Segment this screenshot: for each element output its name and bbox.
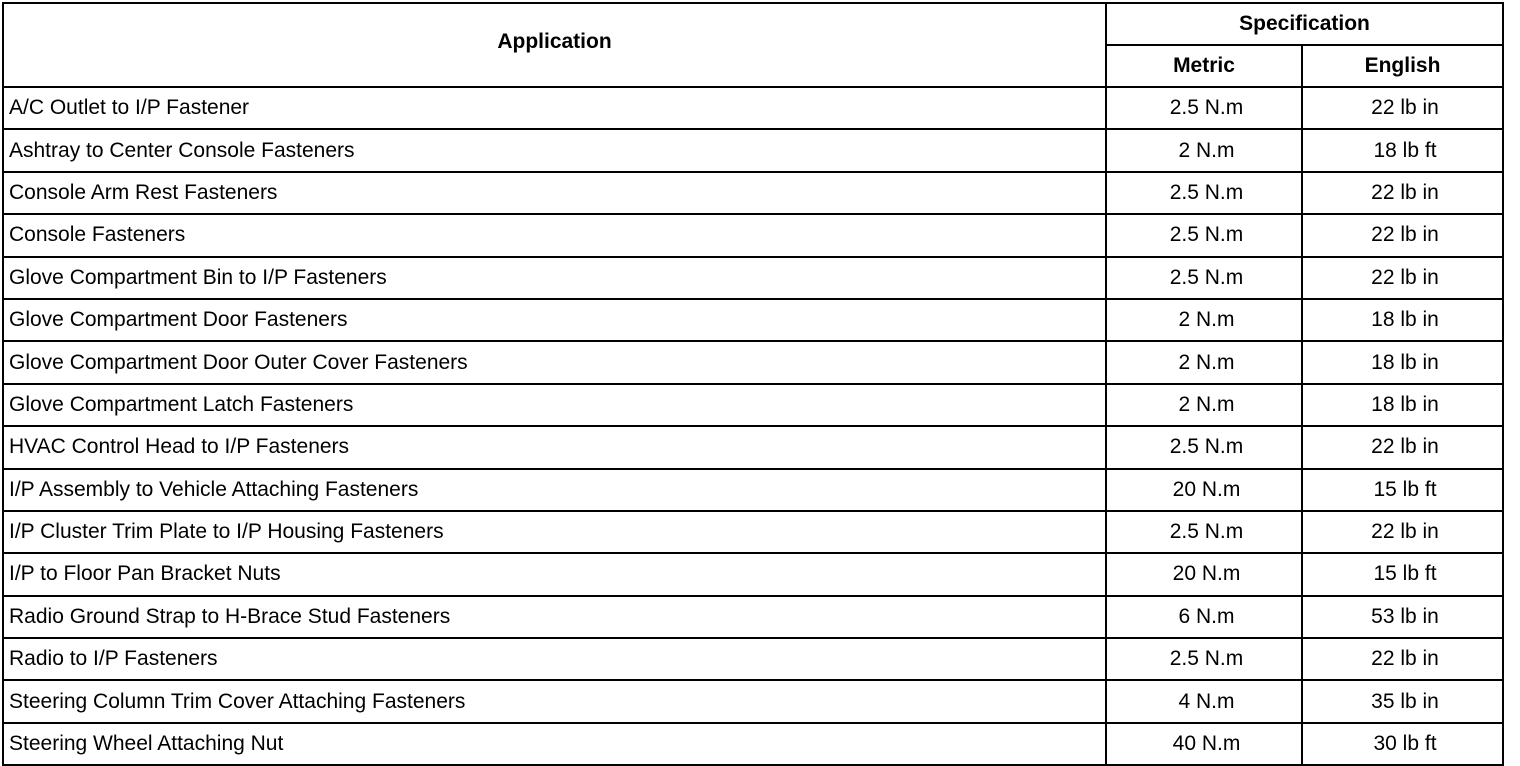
table-row bbox=[3, 214, 1503, 256]
table-row bbox=[3, 129, 1503, 171]
metric-cell: 2.5 N.m bbox=[1106, 214, 1302, 256]
metric-cell: 2.5 N.m bbox=[1106, 426, 1302, 468]
english-cell: 15 lb ft bbox=[1302, 469, 1503, 511]
table-row bbox=[3, 553, 1503, 595]
english-cell: 22 lb in bbox=[1302, 214, 1503, 256]
column-header-application: Application bbox=[3, 3, 1106, 87]
table-body bbox=[3, 87, 1503, 765]
column-header-metric: Metric bbox=[1106, 45, 1302, 87]
metric-cell: 2 N.m bbox=[1106, 341, 1302, 383]
application-cell: Console Arm Rest Fasteners bbox=[3, 172, 1106, 214]
english-cell: 53 lb in bbox=[1302, 596, 1503, 638]
column-header-specification: Specification bbox=[1106, 3, 1503, 45]
english-cell: 18 lb in bbox=[1302, 384, 1503, 426]
application-cell: Ashtray to Center Console Fasteners bbox=[3, 129, 1106, 171]
english-cell: 18 lb in bbox=[1302, 341, 1503, 383]
metric-cell: 4 N.m bbox=[1106, 680, 1302, 722]
table-row bbox=[3, 596, 1503, 638]
column-header-english: English bbox=[1302, 45, 1503, 87]
table-row bbox=[3, 638, 1503, 680]
metric-cell: 2.5 N.m bbox=[1106, 257, 1302, 299]
metric-cell: 6 N.m bbox=[1106, 596, 1302, 638]
english-cell: 22 lb in bbox=[1302, 257, 1503, 299]
application-cell: Glove Compartment Bin to I/P Fasteners bbox=[3, 257, 1106, 299]
table-row bbox=[3, 172, 1503, 214]
application-cell: Steering Column Trim Cover Attaching Fasteners bbox=[3, 680, 1106, 722]
application-cell: I/P Assembly to Vehicle Attaching Fasteners bbox=[3, 469, 1106, 511]
application-cell: I/P Cluster Trim Plate to I/P Housing Fasteners bbox=[3, 511, 1106, 553]
english-cell: 30 lb ft bbox=[1302, 723, 1503, 765]
english-cell: 18 lb ft bbox=[1302, 129, 1503, 171]
table-row bbox=[3, 341, 1503, 383]
table-header bbox=[3, 3, 1503, 87]
application-cell: Radio Ground Strap to H-Brace Stud Fasteners bbox=[3, 596, 1106, 638]
english-cell: 18 lb in bbox=[1302, 299, 1503, 341]
application-cell: A/C Outlet to I/P Fastener bbox=[3, 87, 1106, 129]
english-cell: 22 lb in bbox=[1302, 638, 1503, 680]
english-cell: 15 lb ft bbox=[1302, 553, 1503, 595]
table-row bbox=[3, 384, 1503, 426]
table-row bbox=[3, 723, 1503, 765]
table-row bbox=[3, 257, 1503, 299]
metric-cell: 2 N.m bbox=[1106, 384, 1302, 426]
table-row bbox=[3, 469, 1503, 511]
table-row bbox=[3, 426, 1503, 468]
metric-cell: 20 N.m bbox=[1106, 553, 1302, 595]
metric-cell: 20 N.m bbox=[1106, 469, 1302, 511]
table-row bbox=[3, 511, 1503, 553]
metric-cell: 2 N.m bbox=[1106, 129, 1302, 171]
table-row bbox=[3, 299, 1503, 341]
application-cell: I/P to Floor Pan Bracket Nuts bbox=[3, 553, 1106, 595]
english-cell: 22 lb in bbox=[1302, 172, 1503, 214]
application-cell: HVAC Control Head to I/P Fasteners bbox=[3, 426, 1106, 468]
english-cell: 22 lb in bbox=[1302, 87, 1503, 129]
metric-cell: 2.5 N.m bbox=[1106, 172, 1302, 214]
table-row bbox=[3, 87, 1503, 129]
english-cell: 22 lb in bbox=[1302, 426, 1503, 468]
table-row bbox=[3, 680, 1503, 722]
metric-cell: 2.5 N.m bbox=[1106, 638, 1302, 680]
english-cell: 22 lb in bbox=[1302, 511, 1503, 553]
application-cell: Radio to I/P Fasteners bbox=[3, 638, 1106, 680]
metric-cell: 2.5 N.m bbox=[1106, 87, 1302, 129]
application-cell: Glove Compartment Door Fasteners bbox=[3, 299, 1106, 341]
metric-cell: 2 N.m bbox=[1106, 299, 1302, 341]
metric-cell: 2.5 N.m bbox=[1106, 511, 1302, 553]
english-cell: 35 lb in bbox=[1302, 680, 1503, 722]
application-cell: Glove Compartment Latch Fasteners bbox=[3, 384, 1106, 426]
header-row-1 bbox=[3, 3, 1503, 45]
application-cell: Console Fasteners bbox=[3, 214, 1106, 256]
application-cell: Steering Wheel Attaching Nut bbox=[3, 723, 1106, 765]
fastener-spec-table bbox=[2, 2, 1504, 766]
metric-cell: 40 N.m bbox=[1106, 723, 1302, 765]
application-cell: Glove Compartment Door Outer Cover Fasteners bbox=[3, 341, 1106, 383]
